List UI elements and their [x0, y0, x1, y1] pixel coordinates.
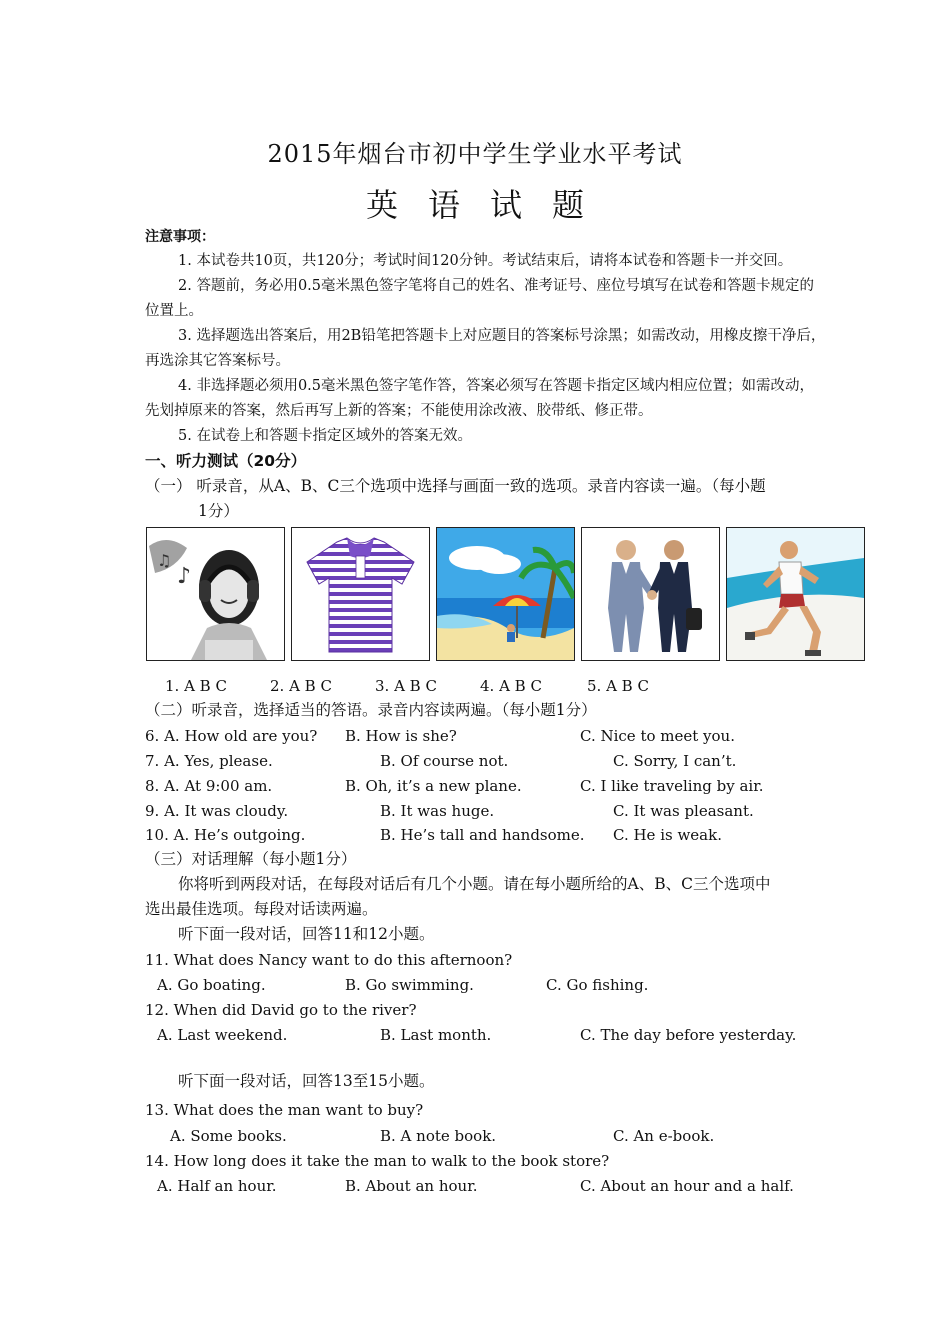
- section3-instruction: （三）对话理解（每小题1分）: [145, 850, 357, 868]
- q9-option-a[interactable]: 9. A. It was cloudy.: [145, 802, 289, 820]
- runner-icon: [727, 528, 864, 660]
- q6-option-c[interactable]: C. Nice to meet you.: [580, 727, 735, 745]
- picture-4-options[interactable]: 4. A B C: [480, 677, 542, 695]
- note-2a: 2. 答题前，务必用0.5毫米黑色签字笔将自己的姓名、准考证号、座位号填写在试卷和答题卡规定的: [178, 278, 814, 294]
- part1-heading: 一、听力测试（20分）: [145, 452, 307, 470]
- picture-5-options[interactable]: 5. A B C: [587, 677, 649, 695]
- picture-5: [726, 527, 865, 661]
- q12-option-c[interactable]: C. The day before yesterday.: [580, 1026, 797, 1044]
- picture-row: [146, 527, 862, 661]
- q14-question: 14. How long does it take the man to walk to the book store?: [145, 1152, 610, 1170]
- dialog1-instruction: 听下面一段对话，回答11和12小题。: [178, 925, 435, 943]
- q7-option-c[interactable]: C. Sorry, I can’t.: [613, 752, 737, 770]
- q6-option-b[interactable]: B. How is she?: [345, 727, 457, 745]
- section2-instruction: （二）听录音，选择适当的答语。录音内容读两遍。（每小题1分）: [145, 701, 597, 719]
- q13-option-b[interactable]: B. A note book.: [380, 1127, 497, 1145]
- note-2b: 位置上。: [145, 303, 203, 319]
- svg-text:♪: ♪: [177, 564, 192, 589]
- q12-question: 12. When did David go to the river?: [145, 1001, 417, 1019]
- q10-option-c[interactable]: C. He is weak.: [613, 826, 722, 844]
- striped-shirt-icon: [292, 528, 429, 660]
- picture-2: [291, 527, 430, 661]
- q13-question: 13. What does the man want to buy?: [145, 1101, 424, 1119]
- q12-option-b[interactable]: B. Last month.: [380, 1026, 492, 1044]
- section3-intro-cont: 选出最佳选项。每段对话读两遍。: [145, 900, 378, 918]
- q8-option-a[interactable]: 8. A. At 9:00 am.: [145, 777, 273, 795]
- q10-option-b[interactable]: B. He’s tall and handsome.: [380, 826, 585, 844]
- section3-intro: 你将听到两段对话，在每段对话后有几个小题。请在每小题所给的A、B、C三个选项中: [178, 875, 771, 893]
- q8-option-c[interactable]: C. I like traveling by air.: [580, 777, 764, 795]
- note-3b: 再选涂其它答案标号。: [145, 353, 290, 369]
- q11-option-c[interactable]: C. Go fishing.: [546, 976, 649, 994]
- q13-option-c[interactable]: C. An e-book.: [613, 1127, 715, 1145]
- dialog2-instruction: 听下面一段对话，回答13至15小题。: [178, 1072, 435, 1090]
- note-4a: 4. 非选择题必须用0.5毫米黑色签字笔作答，答案必须写在答题卡指定区域内相应位置；如需改动，: [178, 378, 814, 394]
- q13-option-a[interactable]: A. Some books.: [170, 1127, 287, 1145]
- note-3a: 3. 选择题选出答案后，用2B铅笔把答题卡上对应题目的答案标号涂黑；如需改动，用橡皮擦干净后，: [178, 328, 826, 344]
- q11-option-b[interactable]: B. Go swimming.: [345, 976, 474, 994]
- notes-heading: 注意事项：: [145, 229, 215, 245]
- q11-option-a[interactable]: A. Go boating.: [157, 976, 266, 994]
- section1-instruction-cont: 1分）: [198, 502, 239, 520]
- picture-2-options[interactable]: 2. A B C: [270, 677, 332, 695]
- q14-option-b[interactable]: B. About an hour.: [345, 1177, 478, 1195]
- picture-1-options[interactable]: 1. A B C: [165, 677, 227, 695]
- picture-3-options[interactable]: 3. A B C: [375, 677, 437, 695]
- note-1: 1. 本试卷共10页，共120分；考试时间120分钟。考试结束后，请将本试卷和答题卡一并交回。: [178, 253, 793, 269]
- q14-option-a[interactable]: A. Half an hour.: [157, 1177, 277, 1195]
- q7-option-a[interactable]: 7. A. Yes, please.: [145, 752, 273, 770]
- note-5: 5. 在试卷上和答题卡指定区域外的答案无效。: [178, 428, 472, 444]
- q12-option-a[interactable]: A. Last weekend.: [157, 1026, 288, 1044]
- note-4b: 先划掉原来的答案，然后再写上新的答案；不能使用涂改液、胶带纸、修正带。: [145, 403, 653, 419]
- svg-text:♫: ♫: [157, 551, 172, 570]
- subject-title: 英语试题: [365, 186, 614, 224]
- girl-headphones-icon: [147, 528, 284, 660]
- q8-option-b[interactable]: B. Oh, it’s a new plane.: [345, 777, 522, 795]
- q11-question: 11. What does Nancy want to do this afternoon?: [145, 951, 513, 969]
- section1-instruction: （一） 听录音，从A、B、C三个选项中选择与画面一致的选项。录音内容读一遍。（每小题: [145, 477, 766, 495]
- q6-option-a[interactable]: 6. A. How old are you?: [145, 727, 318, 745]
- beach-umbrella-icon: [437, 528, 574, 660]
- q7-option-b[interactable]: B. Of course not.: [380, 752, 509, 770]
- handshake-icon: [582, 528, 719, 660]
- picture-3: [436, 527, 575, 661]
- exam-title: 2015年烟台市初中学生学业水平考试: [267, 140, 683, 168]
- q14-option-c[interactable]: C. About an hour and a half.: [580, 1177, 794, 1195]
- picture-4: [581, 527, 720, 661]
- q9-option-b[interactable]: B. It was huge.: [380, 802, 495, 820]
- q10-option-a[interactable]: 10. A. He’s outgoing.: [145, 826, 306, 844]
- q9-option-c[interactable]: C. It was pleasant.: [613, 802, 754, 820]
- picture-1: [146, 527, 285, 661]
